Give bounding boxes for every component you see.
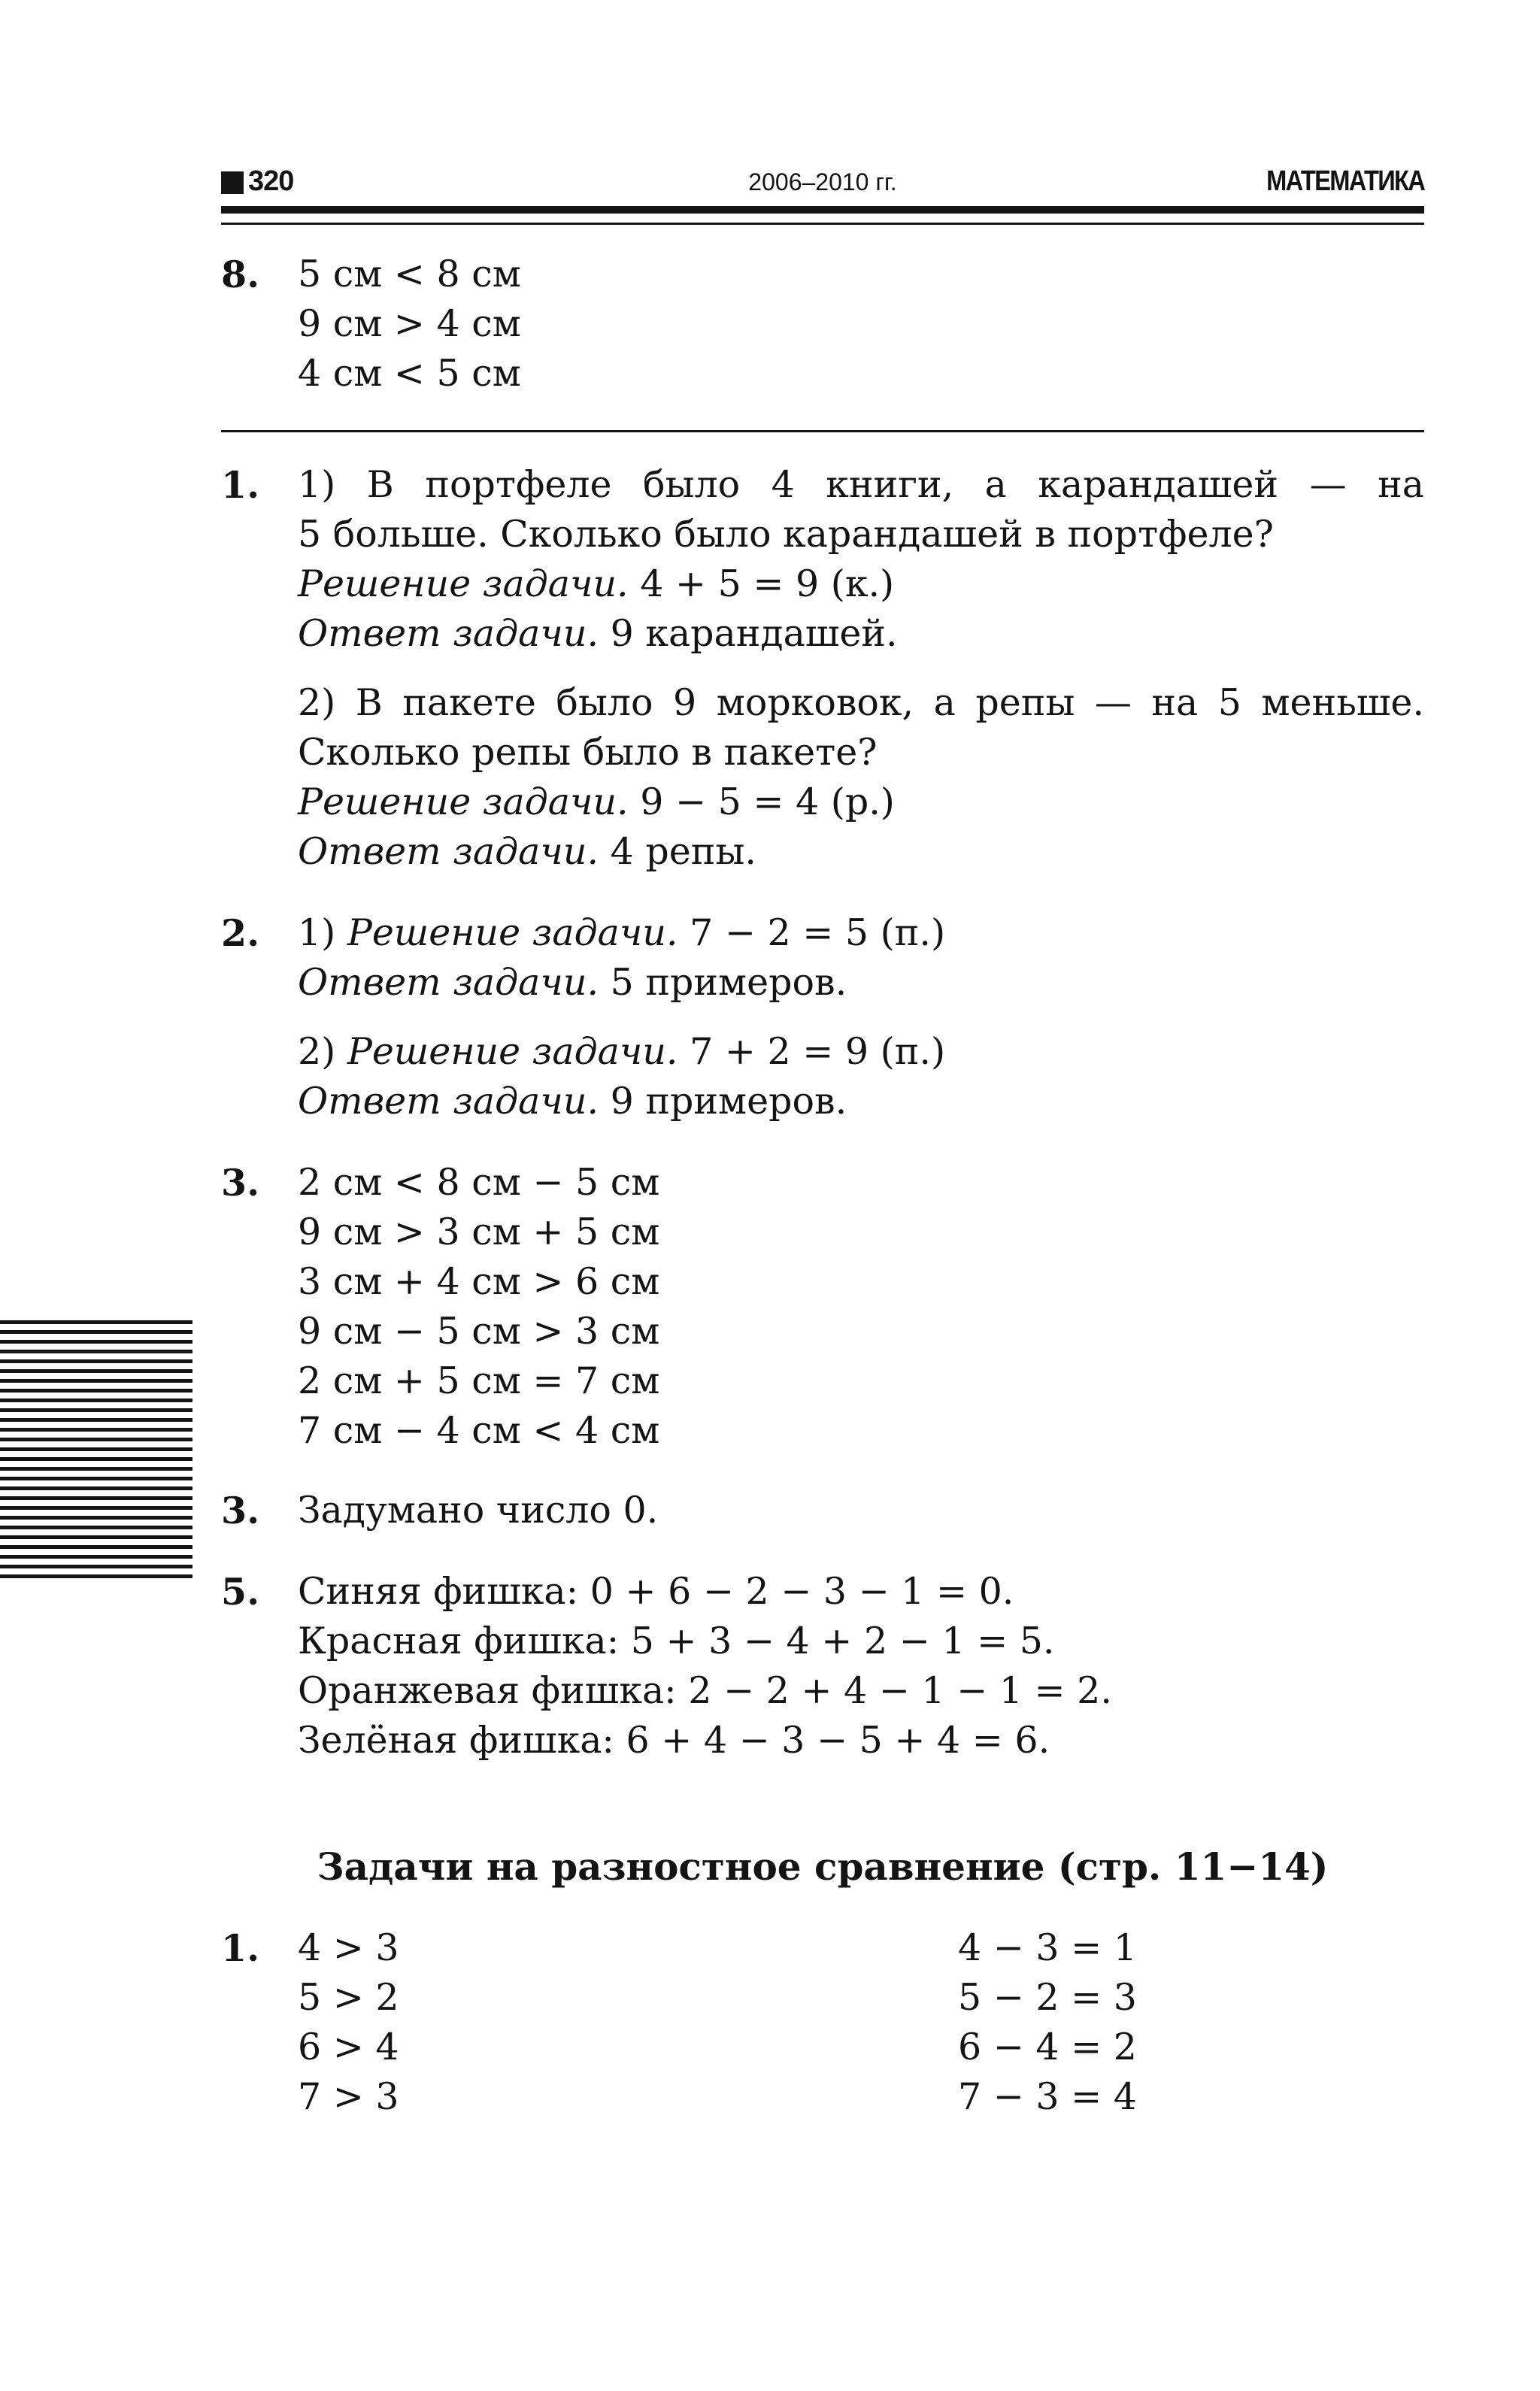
- header-subject: МАТЕМАТИКА: [1266, 165, 1424, 197]
- answer-line: [298, 827, 1424, 877]
- margin-stripe: [0, 1418, 192, 1422]
- task-number: 2.: [221, 911, 260, 955]
- margin-stripe: [0, 1399, 192, 1402]
- task-body: [298, 250, 1424, 398]
- margin-stripe: [0, 1535, 192, 1539]
- task-number: 8.: [221, 253, 260, 296]
- solution-expression: 4 + 5 = 9 (к.): [628, 562, 895, 605]
- solution-expression: 7 − 2 = 5 (п.): [678, 911, 946, 954]
- difference-column: [958, 1923, 1137, 2122]
- margin-stripe: [0, 1438, 192, 1441]
- solution-label: Решение задачи.: [298, 562, 629, 605]
- comparison-line: 5 > 2: [298, 1976, 399, 2019]
- task-line: 9 см > 4 см: [298, 302, 521, 345]
- page-header: [221, 165, 1424, 202]
- margin-stripe: [0, 1350, 192, 1353]
- inequality-line: 3 см + 4 см > 6 см: [298, 1260, 660, 1303]
- margin-stripe: [0, 1545, 192, 1549]
- chip-equation-line: Оранжевая фишка: 2 − 2 + 4 − 1 − 1 = 2.: [298, 1669, 1112, 1712]
- margin-stripe: [0, 1565, 192, 1568]
- problem-text-line: 2) В пакете было 9 морковок, а репы — на 5 меньше.: [298, 681, 1424, 724]
- problem-text-line: Сколько репы было в пакете?: [298, 731, 878, 774]
- header-years: 2006–2010 гг.: [748, 168, 897, 195]
- margin-stripe: [0, 1477, 192, 1480]
- solution-expression: 9 − 5 = 4 (р.): [628, 780, 895, 823]
- margin-stripe: [0, 1526, 192, 1529]
- margin-stripe: [0, 1467, 192, 1471]
- task-line: Задумано число 0.: [298, 1489, 659, 1532]
- solution-line: [298, 1027, 1424, 1077]
- margin-stripe: [0, 1506, 192, 1510]
- part-prefix: 2): [298, 1030, 347, 1073]
- difference-line: 7 − 3 = 4: [958, 2075, 1137, 2118]
- margin-stripe: [0, 1516, 192, 1520]
- task-number: 3.: [221, 1161, 260, 1205]
- part-prefix: 1): [298, 911, 347, 954]
- answer-label: Ответ задачи.: [298, 961, 599, 1004]
- task-body: [298, 1158, 1424, 1456]
- margin-stripe: [0, 1574, 192, 1578]
- inequality-line: 7 см − 4 см < 4 см: [298, 1409, 660, 1452]
- section-divider: [221, 430, 1424, 432]
- chip-equation-line: Зелёная фишка: 6 + 4 − 3 − 5 + 4 = 6.: [298, 1719, 1050, 1762]
- solution-line: [298, 559, 1424, 609]
- answer-label: Ответ задачи.: [298, 1080, 599, 1123]
- inequality-line: 2 см + 5 см = 7 см: [298, 1359, 660, 1402]
- solution-label: Решение задачи.: [298, 780, 629, 823]
- task-body: [298, 908, 1424, 1126]
- task-number: 5.: [221, 1570, 260, 1614]
- answer-text: 9 примеров.: [599, 1080, 847, 1123]
- section-title: Задачи на разностное сравнение (стр. 11−14): [317, 1844, 1329, 1889]
- margin-stripe: [0, 1486, 192, 1490]
- difference-line: 6 − 4 = 2: [958, 2026, 1137, 2068]
- header-rule-thin: [221, 223, 1424, 225]
- header-rule-thick: [221, 206, 1424, 214]
- difference-line: 5 − 2 = 3: [958, 1976, 1137, 2019]
- margin-stripe: [0, 1389, 192, 1392]
- answer-text: 9 карандашей.: [599, 612, 898, 655]
- problem-text-line: 1) В портфеле было 4 книги, а карандашей — на: [298, 463, 1424, 506]
- margin-stripe: [0, 1330, 192, 1334]
- task-number: 1.: [221, 1926, 260, 1970]
- margin-stripe: [0, 1340, 192, 1344]
- problem-text-line: 5 больше. Сколько было карандашей в портфеле?: [298, 513, 1274, 556]
- answer-line: [298, 958, 1424, 1008]
- margin-stripe: [0, 1457, 192, 1461]
- margin-stripes: [0, 1320, 192, 1584]
- task-line: 5 см < 8 см: [298, 253, 521, 295]
- task-line: 4 см < 5 см: [298, 352, 521, 395]
- chip-equation-line: Красная фишка: 5 + 3 − 4 + 2 − 1 = 5.: [298, 1620, 1055, 1662]
- page-number: 320: [248, 165, 294, 197]
- inequality-line: 9 см − 5 см > 3 см: [298, 1310, 660, 1353]
- inequality-line: 2 см < 8 см − 5 см: [298, 1161, 660, 1204]
- answer-label: Ответ задачи.: [298, 830, 599, 873]
- task-body: [298, 1923, 1424, 2122]
- answer-line: [298, 609, 1424, 659]
- inequality-line: 9 см > 3 см + 5 см: [298, 1211, 660, 1253]
- comparison-line: 6 > 4: [298, 2026, 399, 2068]
- answer-line: [298, 1077, 1424, 1126]
- solution-line: [298, 908, 1424, 958]
- margin-stripe: [0, 1379, 192, 1383]
- answer-text: 4 репы.: [599, 830, 756, 873]
- chip-equation-line: Синяя фишка: 0 + 6 − 2 − 3 − 1 = 0.: [298, 1570, 1014, 1613]
- task-body: [298, 460, 1424, 877]
- task-number: 1.: [221, 463, 260, 507]
- comparison-line: 7 > 3: [298, 2075, 399, 2118]
- solution-label: Решение задачи.: [347, 1030, 678, 1073]
- margin-stripe: [0, 1428, 192, 1432]
- task-number: 3.: [221, 1489, 260, 1532]
- solution-line: [298, 777, 1424, 827]
- margin-stripe: [0, 1447, 192, 1451]
- comparison-line: 4 > 3: [298, 1926, 399, 1969]
- margin-stripe: [0, 1496, 192, 1500]
- margin-stripe: [0, 1408, 192, 1412]
- margin-stripe: [0, 1369, 192, 1373]
- answer-label: Ответ задачи.: [298, 612, 599, 655]
- task-body: [298, 1486, 1424, 1535]
- margin-stripe: [0, 1555, 192, 1559]
- solution-label: Решение задачи.: [347, 911, 678, 954]
- solution-expression: 7 + 2 = 9 (п.): [678, 1030, 946, 1073]
- task-body: [298, 1567, 1424, 1765]
- margin-stripe: [0, 1320, 192, 1324]
- answer-text: 5 примеров.: [599, 961, 847, 1004]
- difference-line: 4 − 3 = 1: [958, 1926, 1137, 1969]
- margin-stripe: [0, 1359, 192, 1363]
